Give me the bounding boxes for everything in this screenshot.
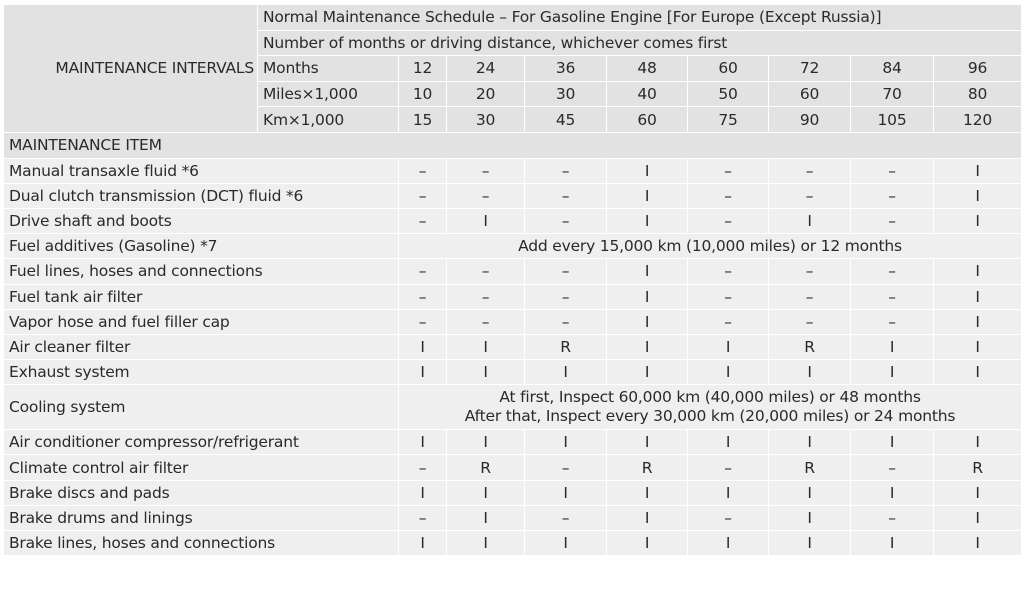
schedule-cell: – (769, 183, 851, 208)
schedule-cell: I (607, 531, 688, 556)
table-row (4, 505, 1022, 530)
interval-value: 60 (688, 56, 769, 82)
schedule-cell: I (934, 158, 1022, 183)
maintenance-item-name: Cooling system (4, 385, 399, 430)
schedule-cell: I (851, 360, 934, 385)
table-row (4, 455, 1022, 480)
schedule-cell: – (688, 455, 769, 480)
schedule-cell: – (688, 183, 769, 208)
interval-unit-label: Miles×1,000 (258, 81, 399, 107)
schedule-cell: I (447, 505, 525, 530)
maintenance-item-name: Drive shaft and boots (4, 208, 399, 233)
schedule-cell: I (447, 430, 525, 455)
schedule-note (399, 385, 1022, 430)
schedule-cell: – (525, 505, 607, 530)
schedule-cell: I (934, 360, 1022, 385)
schedule-cell: I (399, 480, 447, 505)
schedule-cell: I (525, 360, 607, 385)
schedule-cell: I (769, 360, 851, 385)
maintenance-item-name: Fuel tank air filter (4, 284, 399, 309)
schedule-cell: – (447, 183, 525, 208)
schedule-cell: – (525, 455, 607, 480)
schedule-cell: I (447, 208, 525, 233)
interval-value: 84 (851, 56, 934, 82)
schedule-title: Normal Maintenance Schedule – For Gasoline Engine [For Europe (Except Russia)] (258, 5, 1022, 31)
schedule-cell: I (688, 360, 769, 385)
schedule-cell: I (607, 334, 688, 359)
interval-value: 60 (607, 107, 688, 133)
schedule-cell: – (447, 259, 525, 284)
interval-value: 60 (769, 81, 851, 107)
interval-value: 120 (934, 107, 1022, 133)
schedule-cell: – (769, 284, 851, 309)
schedule-cell: I (607, 284, 688, 309)
interval-value: 30 (447, 107, 525, 133)
schedule-cell: I (607, 480, 688, 505)
schedule-cell: I (688, 430, 769, 455)
schedule-cell: – (688, 259, 769, 284)
schedule-cell: – (688, 158, 769, 183)
schedule-cell: I (688, 531, 769, 556)
schedule-cell: – (399, 183, 447, 208)
maintenance-item-name: Vapor hose and fuel filler cap (4, 309, 399, 334)
schedule-cell: – (447, 158, 525, 183)
maintenance-item-name: Brake lines, hoses and connections (4, 531, 399, 556)
schedule-cell: – (769, 158, 851, 183)
maintenance-item-name: Manual transaxle fluid *6 (4, 158, 399, 183)
schedule-cell: I (934, 430, 1022, 455)
schedule-cell: – (851, 158, 934, 183)
schedule-cell: I (934, 208, 1022, 233)
table-row (4, 334, 1022, 359)
interval-value: 45 (525, 107, 607, 133)
interval-value: 70 (851, 81, 934, 107)
schedule-cell: – (525, 259, 607, 284)
schedule-cell: I (399, 360, 447, 385)
maintenance-item-name: Dual clutch transmission (DCT) fluid *6 (4, 183, 399, 208)
schedule-cell: I (607, 430, 688, 455)
schedule-cell: – (525, 183, 607, 208)
schedule-cell: – (688, 284, 769, 309)
schedule-cell: – (851, 309, 934, 334)
schedule-cell: – (447, 284, 525, 309)
schedule-cell: – (688, 505, 769, 530)
maintenance-item-label: MAINTENANCE ITEM (4, 132, 1022, 158)
schedule-cell: – (399, 505, 447, 530)
table-row (4, 430, 1022, 455)
schedule-cell: I (399, 430, 447, 455)
schedule-cell: – (399, 455, 447, 480)
schedule-cell: – (769, 309, 851, 334)
schedule-cell: – (525, 284, 607, 309)
table-row (4, 480, 1022, 505)
schedule-cell: – (851, 259, 934, 284)
table-row (4, 385, 1022, 430)
table-row (4, 183, 1022, 208)
schedule-cell: – (525, 309, 607, 334)
schedule-cell: I (934, 531, 1022, 556)
schedule-cell: I (688, 480, 769, 505)
schedule-cell: – (525, 158, 607, 183)
schedule-cell: I (607, 158, 688, 183)
maintenance-intervals-label: MAINTENANCE INTERVALS (4, 5, 258, 133)
schedule-cell: I (688, 334, 769, 359)
schedule-cell: I (525, 430, 607, 455)
maintenance-item-name: Exhaust system (4, 360, 399, 385)
schedule-note-line: After that, Inspect every 30,000 km (20,000 miles) or 24 months (464, 407, 956, 426)
schedule-cell: – (525, 208, 607, 233)
schedule-cell: I (851, 430, 934, 455)
schedule-cell: I (525, 480, 607, 505)
schedule-cell: I (607, 208, 688, 233)
schedule-cell: I (607, 183, 688, 208)
schedule-cell: I (934, 334, 1022, 359)
schedule-cell: – (851, 208, 934, 233)
schedule-cell: – (851, 284, 934, 309)
schedule-cell: I (607, 505, 688, 530)
table-row (4, 234, 1022, 259)
table-row (4, 284, 1022, 309)
schedule-cell: I (607, 259, 688, 284)
interval-value: 48 (607, 56, 688, 82)
header-title-row (4, 5, 1022, 31)
maintenance-schedule-table (3, 4, 1022, 556)
schedule-cell: R (525, 334, 607, 359)
schedule-note: Add every 15,000 km (10,000 miles) or 12 months (399, 234, 1022, 259)
schedule-cell: R (769, 334, 851, 359)
schedule-note-line: At first, Inspect 60,000 km (40,000 miles) or 48 months (499, 388, 921, 407)
schedule-cell: – (447, 309, 525, 334)
schedule-subtitle: Number of months or driving distance, whichever comes first (258, 30, 1022, 56)
schedule-cell: – (399, 309, 447, 334)
interval-value: 105 (851, 107, 934, 133)
schedule-cell: I (934, 284, 1022, 309)
maintenance-item-name: Air conditioner compressor/refrigerant (4, 430, 399, 455)
schedule-cell: I (769, 430, 851, 455)
schedule-cell: – (399, 284, 447, 309)
schedule-cell: I (607, 360, 688, 385)
schedule-cell: I (399, 334, 447, 359)
interval-unit-label: Km×1,000 (258, 107, 399, 133)
schedule-cell: R (607, 455, 688, 480)
table-row (4, 309, 1022, 334)
schedule-cell: I (934, 505, 1022, 530)
schedule-cell: I (851, 334, 934, 359)
schedule-cell: I (447, 531, 525, 556)
schedule-cell: I (934, 259, 1022, 284)
maintenance-item-header-row (4, 132, 1022, 158)
interval-value: 96 (934, 56, 1022, 82)
schedule-cell: – (399, 158, 447, 183)
interval-value: 90 (769, 107, 851, 133)
maintenance-item-name: Climate control air filter (4, 455, 399, 480)
schedule-cell: I (525, 531, 607, 556)
interval-unit-label: Months (258, 56, 399, 82)
schedule-cell: I (769, 480, 851, 505)
maintenance-item-name: Fuel additives (Gasoline) *7 (4, 234, 399, 259)
interval-value: 10 (399, 81, 447, 107)
schedule-cell: I (851, 531, 934, 556)
interval-value: 30 (525, 81, 607, 107)
table-row (4, 360, 1022, 385)
schedule-cell: I (851, 480, 934, 505)
schedule-cell: – (769, 259, 851, 284)
interval-value: 20 (447, 81, 525, 107)
interval-value: 40 (607, 81, 688, 107)
interval-value: 50 (688, 81, 769, 107)
schedule-cell: – (688, 208, 769, 233)
table-row (4, 158, 1022, 183)
schedule-cell: – (851, 183, 934, 208)
maintenance-item-name: Fuel lines, hoses and connections (4, 259, 399, 284)
schedule-cell: I (447, 334, 525, 359)
maintenance-item-name: Air cleaner filter (4, 334, 399, 359)
table-row (4, 208, 1022, 233)
schedule-cell: – (688, 309, 769, 334)
interval-value: 24 (447, 56, 525, 82)
schedule-cell: I (399, 531, 447, 556)
interval-value: 72 (769, 56, 851, 82)
interval-value: 15 (399, 107, 447, 133)
maintenance-item-name: Brake discs and pads (4, 480, 399, 505)
interval-value: 36 (525, 56, 607, 82)
schedule-cell: I (934, 309, 1022, 334)
maintenance-item-name: Brake drums and linings (4, 505, 399, 530)
interval-value: 75 (688, 107, 769, 133)
table-row (4, 531, 1022, 556)
schedule-cell: R (934, 455, 1022, 480)
schedule-cell: I (769, 208, 851, 233)
interval-value: 80 (934, 81, 1022, 107)
schedule-cell: I (769, 531, 851, 556)
schedule-cell: I (934, 183, 1022, 208)
schedule-cell: R (769, 455, 851, 480)
schedule-cell: R (447, 455, 525, 480)
interval-value: 12 (399, 56, 447, 82)
schedule-cell: – (851, 505, 934, 530)
table-row (4, 259, 1022, 284)
schedule-cell: I (447, 480, 525, 505)
schedule-cell: I (447, 360, 525, 385)
schedule-cell: – (399, 208, 447, 233)
schedule-cell: I (769, 505, 851, 530)
schedule-cell: I (607, 309, 688, 334)
schedule-cell: – (399, 259, 447, 284)
schedule-cell: I (934, 480, 1022, 505)
schedule-cell: – (851, 455, 934, 480)
